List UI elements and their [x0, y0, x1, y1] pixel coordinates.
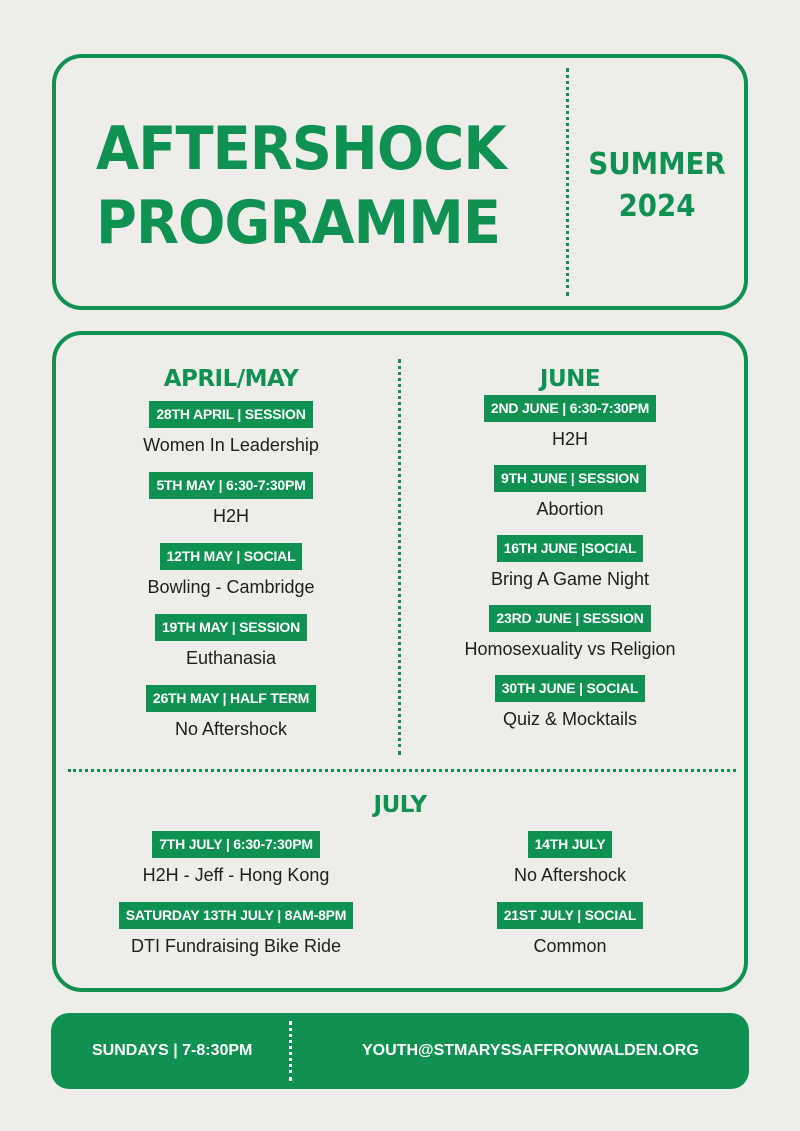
june-column	[430, 365, 710, 731]
event-item	[430, 465, 710, 521]
event-title: Bring A Game Night	[490, 569, 650, 589]
event-tag: 19TH MAY | SESSION	[155, 614, 307, 641]
event-item	[96, 401, 366, 457]
header-divider	[566, 68, 569, 296]
event-title: Euthanasia	[185, 648, 277, 668]
event-item	[96, 472, 366, 528]
event-item	[430, 831, 710, 887]
event-tag: 21ST JULY | SOCIAL	[497, 902, 644, 929]
event-title: Common	[533, 936, 607, 956]
event-title: No Aftershock	[513, 865, 627, 885]
footer-divider	[289, 1021, 292, 1081]
title-line-1: AFTERSHOCK	[96, 114, 506, 184]
event-item	[430, 535, 710, 591]
event-tag: 7TH JULY | 6:30-7:30PM	[152, 831, 320, 858]
event-title: No Aftershock	[174, 719, 288, 739]
columns-divider	[398, 359, 401, 755]
meeting-times: SUNDAYS | 7-8:30PM	[92, 1042, 253, 1059]
event-tag: SATURDAY 13TH JULY | 8AM-8PM	[119, 902, 354, 929]
event-tag: 28TH APRIL | SESSION	[149, 401, 312, 428]
event-item	[96, 831, 376, 887]
event-item	[96, 685, 366, 741]
event-tag: 14TH JULY	[528, 831, 613, 858]
event-title: Abortion	[536, 499, 604, 519]
event-item	[430, 395, 710, 451]
section-divider	[68, 769, 736, 772]
event-tag: 30TH JUNE | SOCIAL	[495, 675, 645, 702]
contact-email[interactable]: YOUTH@STMARYSSAFFRONWALDEN.ORG	[362, 1042, 699, 1059]
header-panel	[52, 54, 748, 310]
event-tag: 9TH JUNE | SESSION	[494, 465, 646, 492]
event-item	[430, 605, 710, 661]
title-line-2: PROGRAMME	[96, 188, 501, 258]
july-right-column	[430, 831, 710, 958]
event-title: Quiz & Mocktails	[502, 709, 638, 729]
event-item	[96, 543, 366, 599]
event-title: H2H	[551, 429, 588, 449]
event-tag: 5TH MAY | 6:30-7:30PM	[149, 472, 312, 499]
event-title: DTI Fundraising Bike Ride	[130, 936, 342, 956]
month-heading-july: JULY	[373, 792, 427, 818]
event-item	[96, 614, 366, 670]
event-tag: 12TH MAY | SOCIAL	[160, 543, 303, 570]
event-title: H2H	[212, 506, 249, 526]
footer-bar	[51, 1013, 749, 1089]
event-title: Women In Leadership	[143, 435, 319, 455]
event-item	[96, 902, 376, 958]
july-left-column	[96, 831, 376, 958]
schedule-panel	[52, 331, 748, 992]
event-item	[430, 902, 710, 958]
event-item	[430, 675, 710, 731]
event-title: Bowling - Cambridge	[147, 577, 315, 597]
season-name: SUMMER	[588, 147, 726, 182]
month-heading: APRIL/MAY	[163, 366, 299, 392]
event-tag: 16TH JUNE |SOCIAL	[497, 535, 644, 562]
month-heading: JUNE	[539, 366, 601, 392]
programme-title	[96, 112, 506, 260]
april-may-column	[96, 365, 366, 741]
event-title: H2H - Jeff - Hong Kong	[142, 865, 330, 885]
event-tag: 23RD JUNE | SESSION	[489, 605, 650, 632]
event-tag: 26TH MAY | HALF TERM	[146, 685, 316, 712]
season-year: 2024	[618, 189, 696, 224]
event-tag: 2ND JUNE | 6:30-7:30PM	[484, 395, 656, 422]
season-label	[588, 144, 726, 228]
event-title: Homosexuality vs Religion	[464, 639, 676, 659]
